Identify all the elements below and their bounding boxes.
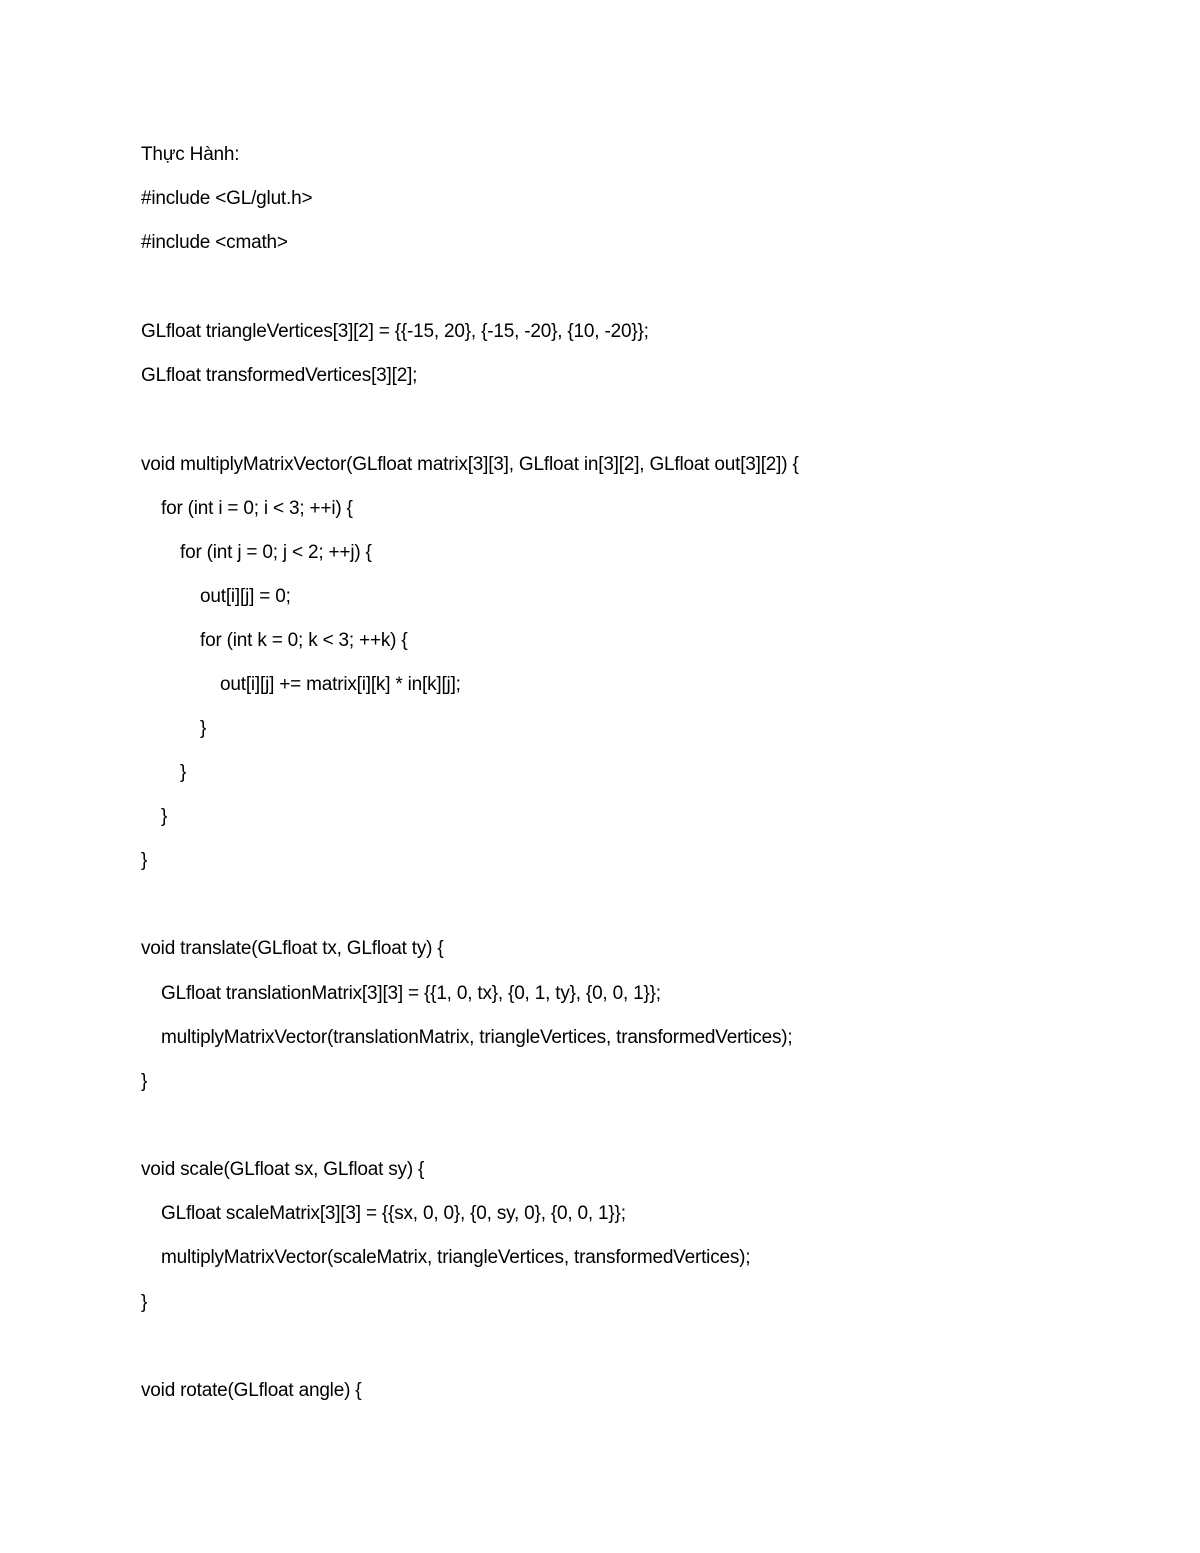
code-line: }	[180, 762, 187, 783]
code-line: }	[200, 718, 207, 739]
code-line: for (int i = 0; i < 3; ++i) {	[161, 498, 353, 519]
code-line: #include <GL/glut.h>	[141, 188, 313, 209]
code-line: out[i][j] = 0;	[200, 586, 291, 607]
code-line: multiplyMatrixVector(translationMatrix, triangleVertices, transformedVertices);	[161, 1027, 793, 1048]
code-line: out[i][j] += matrix[i][k] * in[k][j];	[220, 674, 461, 695]
code-line: }	[161, 806, 168, 827]
code-line: GLfloat transformedVertices[3][2];	[141, 365, 418, 386]
code-line: GLfloat scaleMatrix[3][3] = {{sx, 0, 0}, {0, sy, 0}, {0, 0, 1}};	[161, 1203, 626, 1224]
code-line: GLfloat translationMatrix[3][3] = {{1, 0, tx}, {0, 1, ty}, {0, 0, 1}};	[161, 983, 661, 1004]
code-line: void rotate(GLfloat angle) {	[141, 1380, 362, 1401]
code-line: }	[141, 1292, 148, 1313]
code-line: #include <cmath>	[141, 232, 288, 253]
code-line: multiplyMatrixVector(scaleMatrix, triangleVertices, transformedVertices);	[161, 1247, 751, 1268]
code-line: void multiplyMatrixVector(GLfloat matrix[3][3], GLfloat in[3][2], GLfloat out[3][2]) {	[141, 454, 799, 475]
code-line: }	[141, 850, 148, 871]
code-line: void scale(GLfloat sx, GLfloat sy) {	[141, 1159, 425, 1180]
code-line: void translate(GLfloat tx, GLfloat ty) {	[141, 938, 444, 959]
document-heading: Thực Hành:	[141, 144, 240, 165]
code-line: for (int j = 0; j < 2; ++j) {	[180, 542, 372, 563]
code-line: for (int k = 0; k < 3; ++k) {	[200, 630, 408, 651]
code-line: GLfloat triangleVertices[3][2] = {{-15, 20}, {-15, -20}, {10, -20}};	[141, 321, 649, 342]
code-line: }	[141, 1071, 148, 1092]
